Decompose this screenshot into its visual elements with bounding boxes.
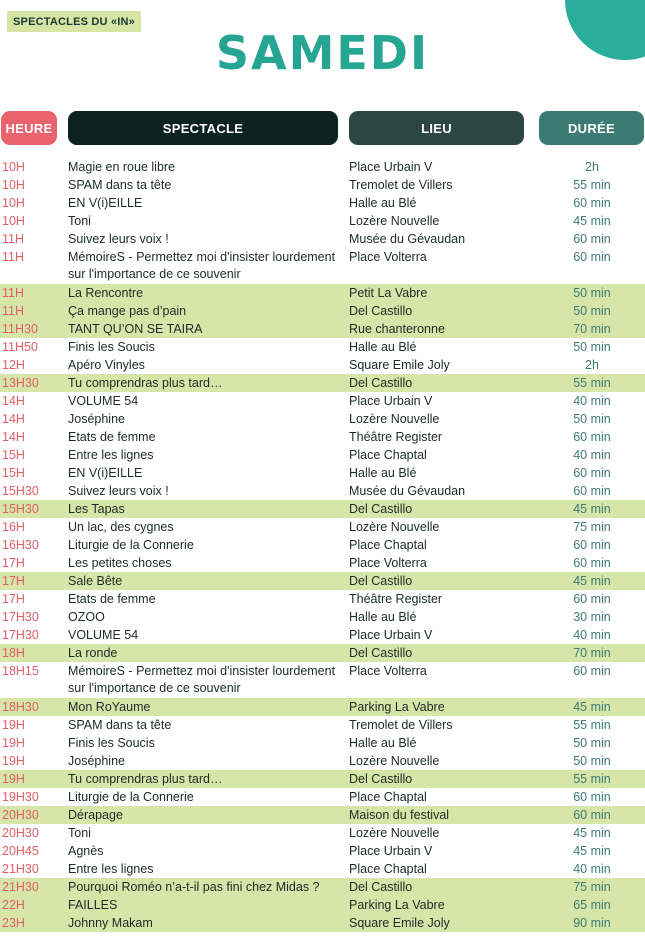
time-cell: 21H30 xyxy=(2,880,39,894)
duration-cell: 60 min xyxy=(573,808,611,822)
venue-cell: Place Urbain V xyxy=(349,628,433,642)
duration-cell: 60 min xyxy=(573,790,611,804)
schedule-row xyxy=(0,212,645,230)
duration-cell: 45 min xyxy=(573,826,611,840)
schedule-row xyxy=(0,572,645,590)
time-cell: 15H30 xyxy=(2,502,39,516)
page-title: SAMEDI xyxy=(215,26,430,80)
duration-cell: 50 min xyxy=(573,754,611,768)
duration-cell: 65 min xyxy=(573,898,611,912)
venue-cell: Halle au Blé xyxy=(349,340,417,354)
header-lieu: LIEU xyxy=(349,111,524,145)
show-cell: Suivez leurs voix ! xyxy=(68,232,169,246)
time-cell: 10H xyxy=(2,160,25,174)
section-tag: SPECTACLES DU «IN» xyxy=(7,11,141,32)
show-cell: Sale Bête xyxy=(68,574,123,588)
time-cell: 11H30 xyxy=(2,322,38,336)
venue-cell: Musée du Gévaudan xyxy=(349,232,466,246)
duration-cell: 60 min xyxy=(573,484,611,498)
schedule-row xyxy=(0,230,645,248)
schedule-row xyxy=(0,860,645,878)
venue-cell: Del Castillo xyxy=(349,772,413,786)
show-cell: La ronde xyxy=(68,646,118,660)
schedule-row xyxy=(0,788,645,806)
schedule-row xyxy=(0,716,645,734)
show-cell: Finis les Soucis xyxy=(68,340,155,354)
duration-cell: 40 min xyxy=(573,394,611,408)
time-cell: 20H45 xyxy=(2,844,39,858)
show-cell: Etats de femme xyxy=(68,592,156,606)
time-cell: 15H xyxy=(2,466,25,480)
schedule-row xyxy=(0,338,645,356)
duration-cell: 90 min xyxy=(573,916,611,930)
duration-cell: 70 min xyxy=(573,322,611,336)
schedule-row xyxy=(0,824,645,842)
header-heure: HEURE xyxy=(1,111,57,145)
show-cell: OZOO xyxy=(68,610,105,624)
time-cell: 11H50 xyxy=(2,340,38,354)
venue-cell: Place Chaptal xyxy=(349,790,427,804)
duration-cell: 60 min xyxy=(573,592,611,606)
show-cell: EN V(i)EILLE xyxy=(68,466,143,480)
time-cell: 11H xyxy=(2,232,25,246)
schedule-row xyxy=(0,320,645,338)
venue-cell: Tremolet de Villers xyxy=(349,718,453,732)
venue-cell: Place Volterra xyxy=(349,250,427,264)
duration-cell: 50 min xyxy=(573,286,611,300)
schedule-row xyxy=(0,806,645,824)
venue-cell: Square Emile Joly xyxy=(349,358,450,372)
schedule-row xyxy=(0,464,645,482)
venue-cell: Musée du Gévaudan xyxy=(349,484,466,498)
show-cell: Liturgie de la Connerie xyxy=(68,790,194,804)
time-cell: 19H xyxy=(2,718,25,732)
time-cell: 17H xyxy=(2,556,25,570)
schedule-row xyxy=(0,176,645,194)
schedule-row xyxy=(0,392,645,410)
time-cell: 19H xyxy=(2,772,25,786)
show-cell: Suivez leurs voix ! xyxy=(68,484,169,498)
duration-cell: 40 min xyxy=(573,628,611,642)
show-cell: Liturgie de la Connerie xyxy=(68,538,194,552)
venue-cell: Place Urbain V xyxy=(349,160,433,174)
duration-cell: 75 min xyxy=(573,520,611,534)
duration-cell: 50 min xyxy=(573,412,611,426)
venue-cell: Square Emile Joly xyxy=(349,916,450,930)
schedule-row xyxy=(0,896,645,914)
show-cell: SPAM dans ta tête xyxy=(68,718,172,732)
time-cell: 16H xyxy=(2,520,25,534)
time-cell: 12H xyxy=(2,358,25,372)
show-cell: Tu comprendras plus tard… xyxy=(68,376,223,390)
show-cell: Magie en roue libre xyxy=(68,160,176,174)
show-cell: Entre les lignes xyxy=(68,448,154,462)
venue-cell: Place Urbain V xyxy=(349,844,433,858)
venue-cell: Place Volterra xyxy=(349,556,427,570)
venue-cell: Lozère Nouvelle xyxy=(349,826,440,840)
schedule-row xyxy=(0,734,645,752)
time-cell: 19H xyxy=(2,736,25,750)
venue-cell: Place Chaptal xyxy=(349,448,427,462)
time-cell: 16H30 xyxy=(2,538,39,552)
venue-cell: Place Urbain V xyxy=(349,394,433,408)
time-cell: 15H xyxy=(2,448,25,462)
show-cell: Apéro Vinyles xyxy=(68,358,145,372)
venue-cell: Tremolet de Villers xyxy=(349,178,453,192)
duration-cell: 45 min xyxy=(573,700,611,714)
schedule-row xyxy=(0,302,645,320)
schedule-row xyxy=(0,428,645,446)
duration-cell: 60 min xyxy=(573,430,611,444)
show-cell: Toni xyxy=(68,826,91,840)
venue-cell: Place Chaptal xyxy=(349,862,427,876)
time-cell: 18H30 xyxy=(2,700,39,714)
time-cell: 19H xyxy=(2,754,25,768)
venue-cell: Halle au Blé xyxy=(349,610,417,624)
duration-cell: 40 min xyxy=(573,862,611,876)
show-cell: La Rencontre xyxy=(68,286,144,300)
duration-cell: 60 min xyxy=(573,232,611,246)
time-cell: 14H xyxy=(2,394,25,408)
venue-cell: Halle au Blé xyxy=(349,466,417,480)
venue-cell: Halle au Blé xyxy=(349,196,417,210)
duration-cell: 30 min xyxy=(573,610,611,624)
venue-cell: Place Chaptal xyxy=(349,538,427,552)
venue-cell: Parking La Vabre xyxy=(349,898,445,912)
header-spectacle: SPECTACLE xyxy=(68,111,338,145)
schedule-table xyxy=(0,158,645,932)
schedule-row xyxy=(0,518,645,536)
duration-cell: 50 min xyxy=(573,736,611,750)
time-cell: 17H xyxy=(2,592,25,606)
venue-cell: Théâtre Register xyxy=(349,430,443,444)
duration-cell: 45 min xyxy=(573,844,611,858)
show-cell: EN V(i)EILLE xyxy=(68,196,143,210)
schedule-row xyxy=(0,770,645,788)
duration-cell: 50 min xyxy=(573,340,611,354)
schedule-row xyxy=(0,608,645,626)
duration-cell: 55 min xyxy=(573,376,611,390)
duration-cell: 2h xyxy=(585,358,599,372)
time-cell: 21H30 xyxy=(2,862,39,876)
duration-cell: 60 min xyxy=(573,466,611,480)
time-cell: 14H xyxy=(2,430,25,444)
show-cell: MémoireS - Permettez moi d'insister lourdement sur l'importance de ce souvenir xyxy=(68,250,336,281)
venue-cell: Rue chanteronne xyxy=(349,322,445,336)
venue-cell: Place Volterra xyxy=(349,664,427,678)
duration-cell: 2h xyxy=(585,160,599,174)
time-cell: 20H30 xyxy=(2,808,39,822)
schedule-row xyxy=(0,446,645,464)
venue-cell: Del Castillo xyxy=(349,880,413,894)
show-cell: Entre les lignes xyxy=(68,862,154,876)
show-cell: VOLUME 54 xyxy=(68,628,139,642)
venue-cell: Parking La Vabre xyxy=(349,700,445,714)
venue-cell: Petit La Vabre xyxy=(349,286,428,300)
duration-cell: 75 min xyxy=(573,880,611,894)
schedule-row xyxy=(0,356,645,374)
schedule-row xyxy=(0,410,645,428)
show-cell: Les petites choses xyxy=(68,556,172,570)
show-cell: Un lac, des cygnes xyxy=(68,520,174,534)
show-cell: SPAM dans ta tête xyxy=(68,178,172,192)
show-cell: FAILLES xyxy=(68,898,118,912)
show-cell: Joséphine xyxy=(68,754,125,768)
schedule-row xyxy=(0,662,645,698)
schedule-row xyxy=(0,500,645,518)
schedule-row xyxy=(0,194,645,212)
show-cell: Etats de femme xyxy=(68,430,156,444)
show-cell: MémoireS - Permettez moi d'insister lourdement sur l'importance de ce souvenir xyxy=(68,664,336,695)
time-cell: 17H30 xyxy=(2,628,39,642)
duration-cell: 45 min xyxy=(573,502,611,516)
schedule-row xyxy=(0,536,645,554)
time-cell: 10H xyxy=(2,214,25,228)
schedule-row xyxy=(0,590,645,608)
duration-cell: 60 min xyxy=(573,556,611,570)
schedule-row xyxy=(0,914,645,932)
time-cell: 10H xyxy=(2,196,25,210)
venue-cell: Lozère Nouvelle xyxy=(349,520,440,534)
time-cell: 10H xyxy=(2,178,25,192)
show-cell: Joséphine xyxy=(68,412,125,426)
time-cell: 20H30 xyxy=(2,826,39,840)
venue-cell: Del Castillo xyxy=(349,574,413,588)
venue-cell: Del Castillo xyxy=(349,304,413,318)
duration-cell: 50 min xyxy=(573,304,611,318)
venue-cell: Del Castillo xyxy=(349,502,413,516)
schedule-row xyxy=(0,158,645,176)
time-cell: 19H30 xyxy=(2,790,39,804)
time-cell: 11H xyxy=(2,250,25,264)
time-cell: 22H xyxy=(2,898,25,912)
schedule-row xyxy=(0,842,645,860)
show-cell: Pourquoi Roméo n’a-t-il pas fini chez Midas ? xyxy=(68,880,320,894)
time-cell: 18H xyxy=(2,646,25,660)
time-cell: 23H xyxy=(2,916,25,930)
show-cell: VOLUME 54 xyxy=(68,394,139,408)
show-cell: Finis les Soucis xyxy=(68,736,155,750)
show-cell: Ça mange pas d’pain xyxy=(68,304,187,318)
venue-cell: Del Castillo xyxy=(349,646,413,660)
duration-cell: 60 min xyxy=(573,664,611,678)
show-cell: Toni xyxy=(68,214,91,228)
schedule-row xyxy=(0,878,645,896)
schedule-row xyxy=(0,248,645,284)
schedule-row xyxy=(0,284,645,302)
time-cell: 11H xyxy=(2,286,25,300)
header-duree: DURÉE xyxy=(539,111,644,145)
venue-cell: Théâtre Register xyxy=(349,592,443,606)
time-cell: 17H xyxy=(2,574,25,588)
schedule-row xyxy=(0,554,645,572)
time-cell: 11H xyxy=(2,304,25,318)
duration-cell: 55 min xyxy=(573,772,611,786)
show-cell: Johnny Makam xyxy=(68,916,153,930)
time-cell: 15H30 xyxy=(2,484,39,498)
schedule-row xyxy=(0,626,645,644)
time-cell: 17H30 xyxy=(2,610,39,624)
venue-cell: Halle au Blé xyxy=(349,736,417,750)
duration-cell: 60 min xyxy=(573,250,611,264)
time-cell: 14H xyxy=(2,412,25,426)
venue-cell: Lozère Nouvelle xyxy=(349,754,440,768)
duration-cell: 55 min xyxy=(573,178,611,192)
show-cell: Mon RoYaume xyxy=(68,700,151,714)
duration-cell: 40 min xyxy=(573,448,611,462)
time-cell: 18H15 xyxy=(2,664,39,678)
schedule-row xyxy=(0,374,645,392)
venue-cell: Lozère Nouvelle xyxy=(349,412,440,426)
venue-cell: Del Castillo xyxy=(349,376,413,390)
show-cell: TANT QU’ON SE TAIRA xyxy=(68,322,203,336)
duration-cell: 45 min xyxy=(573,574,611,588)
duration-cell: 45 min xyxy=(573,214,611,228)
show-cell: Dérapage xyxy=(68,808,123,822)
show-cell: Agnès xyxy=(68,844,104,858)
venue-cell: Lozère Nouvelle xyxy=(349,214,440,228)
venue-cell: Maison du festival xyxy=(349,808,450,822)
duration-cell: 55 min xyxy=(573,718,611,732)
time-cell: 13H30 xyxy=(2,376,39,390)
duration-cell: 70 min xyxy=(573,646,611,660)
duration-cell: 60 min xyxy=(573,196,611,210)
show-cell: Les Tapas xyxy=(68,502,125,516)
schedule-row xyxy=(0,644,645,662)
show-cell: Tu comprendras plus tard… xyxy=(68,772,223,786)
duration-cell: 60 min xyxy=(573,538,611,552)
schedule-row xyxy=(0,482,645,500)
schedule-row xyxy=(0,752,645,770)
schedule-row xyxy=(0,698,645,716)
